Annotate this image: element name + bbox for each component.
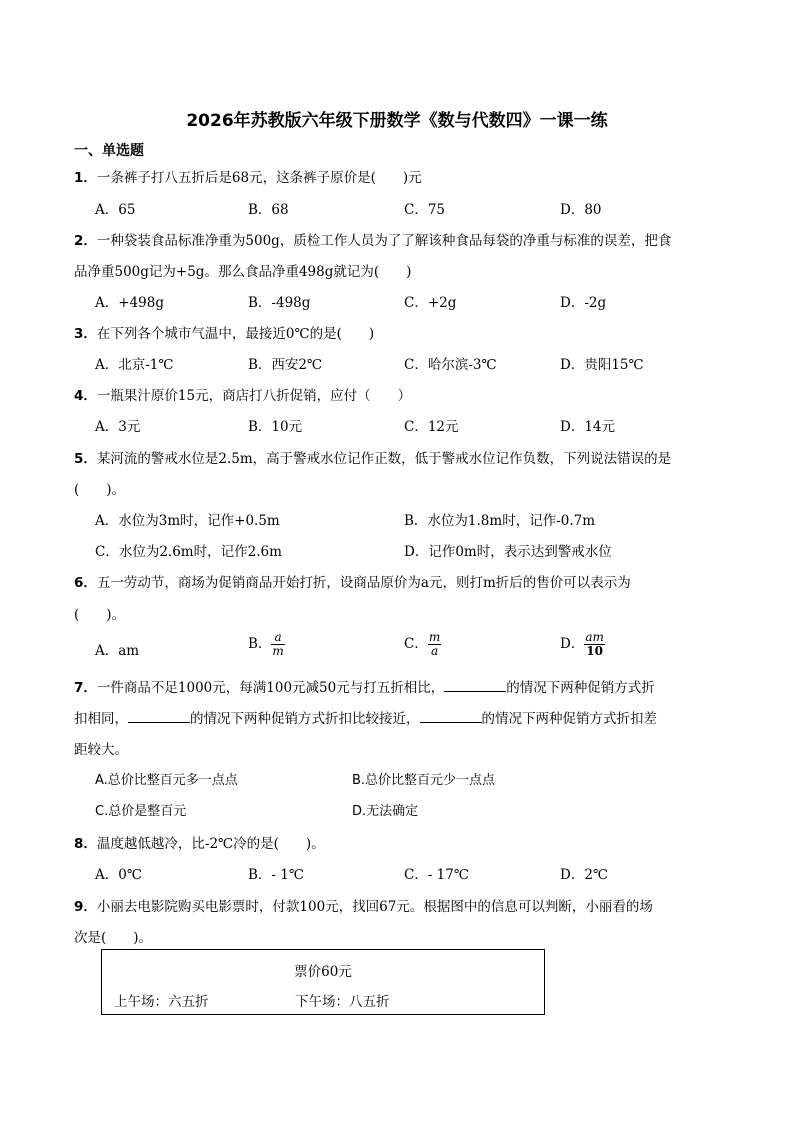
option-d: D．记作0m时，表示达到警戒水位 [404, 544, 612, 560]
question-text: 五一劳动节，商场为促销商品开始打折，设商品原价为a元，则打m折后的售价可以表示为 [96, 575, 631, 591]
question-7-continued: 距较大。 [74, 742, 128, 758]
option-c: C.总价是整百元 [95, 804, 187, 819]
question-8 [74, 832, 325, 852]
question-4 [74, 384, 411, 404]
answer-blank [444, 679, 506, 692]
question-number: 7． [74, 680, 97, 696]
option-b: B．68 [248, 202, 289, 218]
question-text: 的情况下两种促销方式折扣差 [481, 711, 657, 727]
option-c [404, 631, 441, 658]
option-b: B.总价比整百元少一点点 [352, 773, 496, 788]
option-a: A.总价比整百元多一点点 [95, 773, 238, 788]
option-b: B．水位为1.8m时，记作-0.7m [404, 513, 596, 529]
question-number: 3． [74, 326, 97, 342]
question-text: 的情况下两种促销方式折扣比较接近， [190, 711, 420, 727]
option-d: D．80 [560, 202, 602, 218]
fraction-numerator: m [428, 630, 441, 644]
fraction [584, 631, 605, 658]
question-2-continued: 品净重500g记为+5g。那么食品净重498g就记为( ) [74, 264, 412, 280]
option-d: D．14元 [560, 419, 616, 435]
question-text: 小丽去电影院购买电影票时，付款100元，找回67元。根据图中的信息可以判断，小丽看的场 [96, 899, 653, 915]
answer-blank [128, 710, 190, 723]
question-text: 温度越低越冷，比-2℃冷的是( )。 [96, 836, 325, 852]
question-number: 5． [74, 451, 97, 467]
option-label: B． [248, 636, 272, 652]
option-d: D．-2g [560, 295, 607, 311]
ticket-price: 票价60元 [294, 964, 352, 980]
question-text: 在下列各个城市气温中，最接近0℃的是( ) [96, 326, 375, 342]
option-label: C． [404, 636, 428, 652]
question-number: 1． [74, 170, 97, 186]
question-6 [74, 571, 631, 591]
fraction-numerator: am [585, 630, 604, 644]
option-b: B．西安2℃ [248, 357, 323, 373]
option-c: C．12元 [404, 419, 459, 435]
option-d: D.无法确定 [352, 804, 419, 819]
fraction [428, 631, 441, 658]
question-9 [74, 895, 653, 915]
question-text: 一种袋装食品标准净重为500g，质检工作人员为了了解该种食品每袋的净重与标准的误差，把食 [96, 233, 672, 249]
section-heading: 一、单选题 [74, 143, 144, 159]
fraction-denominator: 10 [586, 644, 603, 658]
option-c: C．+2g [404, 295, 457, 311]
option-c: C．- 17℃ [404, 867, 469, 883]
afternoon-show-discount: 下午场：八五折 [295, 994, 390, 1010]
option-c: C．75 [404, 202, 446, 218]
morning-show-discount: 上午场：六五折 [114, 994, 209, 1010]
fraction [271, 631, 284, 658]
question-7 [74, 676, 655, 696]
question-9-continued: 次是( )。 [74, 930, 153, 946]
question-text: 一瓶果汁原价15元，商店打八折促销，应付（ ） [96, 388, 412, 404]
question-6-continued: ( )。 [74, 607, 126, 623]
option-c: C．哈尔滨-3℃ [404, 357, 497, 373]
question-5 [74, 447, 671, 467]
option-a: A．+498g [95, 295, 164, 311]
question-3 [74, 322, 374, 342]
option-a: A．65 [95, 202, 136, 218]
option-label: D． [560, 636, 585, 652]
question-5-continued: ( )。 [74, 482, 126, 498]
question-number: 2． [74, 233, 97, 249]
fraction-numerator: a [271, 631, 284, 645]
option-b: B．10元 [248, 419, 303, 435]
option-b: B．- 1℃ [248, 867, 304, 883]
question-text: 一条裤子打八五折后是68元，这条裤子原价是( )元 [96, 170, 422, 186]
option-a: A．水位为3m时，记作+0.5m [95, 513, 280, 529]
question-text: 一件商品不足1000元，每满100元减50元与打五折相比， [96, 680, 445, 696]
fraction-denominator: a [430, 644, 439, 658]
option-b: B．-498g [248, 295, 311, 311]
option-a: A．am [95, 643, 140, 659]
question-7-continued [74, 707, 657, 727]
question-number: 8． [74, 836, 97, 852]
fraction-denominator: m [272, 644, 284, 658]
option-b [248, 631, 285, 658]
question-text: 扣相同， [74, 711, 128, 727]
ticket-info-box [101, 949, 545, 1015]
answer-blank [420, 710, 482, 723]
question-number: 9． [74, 899, 97, 915]
option-d: D．贵阳15℃ [560, 357, 644, 373]
option-a: A．0℃ [95, 867, 142, 883]
question-text: 的情况下两种促销方式折 [506, 680, 655, 696]
question-number: 6． [74, 575, 97, 591]
page-title: 2026年苏教版六年级下册数学《数与代数四》一课一练 [186, 111, 608, 131]
option-d [560, 631, 605, 658]
option-c: C．水位为2.6m时，记作2.6m [95, 544, 282, 560]
question-1 [74, 166, 422, 186]
option-a: A．北京-1℃ [95, 357, 174, 373]
question-number: 4． [74, 388, 97, 404]
question-text: 某河流的警戒水位是2.5m，高于警戒水位记作正数，低于警戒水位记作负数，下列说法错误的是 [96, 451, 672, 467]
option-a: A．3元 [95, 419, 141, 435]
option-d: D．2℃ [560, 867, 609, 883]
question-2 [74, 229, 671, 249]
